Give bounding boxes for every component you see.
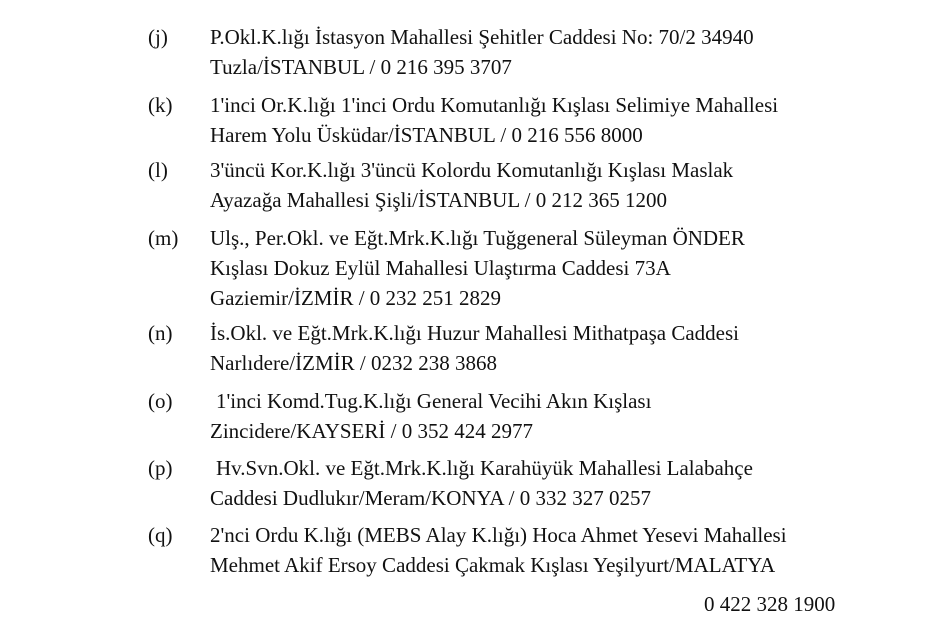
list-marker: (q) <box>148 523 173 547</box>
text-line: Mehmet Akif Ersoy Caddesi Çakmak Kışlası Yeşilyurt/MALATYA <box>210 553 776 577</box>
list-marker: (o) <box>148 389 173 413</box>
list-marker: (l) <box>148 158 168 182</box>
text-line: 2'nci Ordu K.lığı (MEBS Alay K.lığı) Hoca Ahmet Yesevi Mahallesi <box>210 523 787 547</box>
text-line: Hv.Svn.Okl. ve Eğt.Mrk.K.lığı Karahüyük Mahallesi Lalabahçe <box>216 456 753 480</box>
text-line: Tuzla/İSTANBUL / 0 216 395 3707 <box>210 55 512 79</box>
phone-number: 0 422 328 1900 <box>704 592 836 616</box>
list-item-text <box>210 318 910 378</box>
list-item-text <box>210 520 910 580</box>
list-item-text <box>210 223 910 313</box>
list-marker: (m) <box>148 226 179 250</box>
list-marker: (j) <box>148 25 168 49</box>
text-line: 1'inci Komd.Tug.K.lığı General Vecihi Akın Kışlası <box>216 389 652 413</box>
text-line: Kışlası Dokuz Eylül Mahallesi Ulaştırma Caddesi 73A <box>210 256 671 280</box>
list-item-text <box>210 453 910 513</box>
text-line: 3'üncü Kor.K.lığı 3'üncü Kolordu Komutanlığı Kışlası Maslak <box>210 158 734 182</box>
text-line: Caddesi Dudlukır/Meram/KONYA / 0 332 327 0257 <box>210 486 651 510</box>
list-marker: (k) <box>148 93 173 117</box>
text-line: Ayazağa Mahallesi Şişli/İSTANBUL / 0 212 365 1200 <box>210 188 667 212</box>
list-item-text <box>210 22 910 82</box>
text-line: Ulş., Per.Okl. ve Eğt.Mrk.K.lığı Tuğgeneral Süleyman ÖNDER <box>210 226 745 250</box>
list-item-text <box>210 386 910 446</box>
list-marker: (n) <box>148 321 173 345</box>
text-line: Harem Yolu Üsküdar/İSTANBUL / 0 216 556 8000 <box>210 123 643 147</box>
text-line: İs.Okl. ve Eğt.Mrk.K.lığı Huzur Mahallesi Mithatpaşa Caddesi <box>210 321 739 345</box>
text-line: Zincidere/KAYSERİ / 0 352 424 2977 <box>210 419 533 443</box>
text-line: Gaziemir/İZMİR / 0 232 251 2829 <box>210 286 502 310</box>
list-marker: (p) <box>148 456 173 480</box>
text-line: Narlıdere/İZMİR / 0232 238 3868 <box>210 351 497 375</box>
text-line: P.Okl.K.lığı İstasyon Mahallesi Şehitler Caddesi No: 70/2 34940 <box>210 25 754 49</box>
list-item-text <box>210 90 910 150</box>
text-line: 1'inci Or.K.lığı 1'inci Ordu Komutanlığı Kışlası Selimiye Mahallesi <box>210 93 779 117</box>
list-item-text <box>210 155 910 215</box>
